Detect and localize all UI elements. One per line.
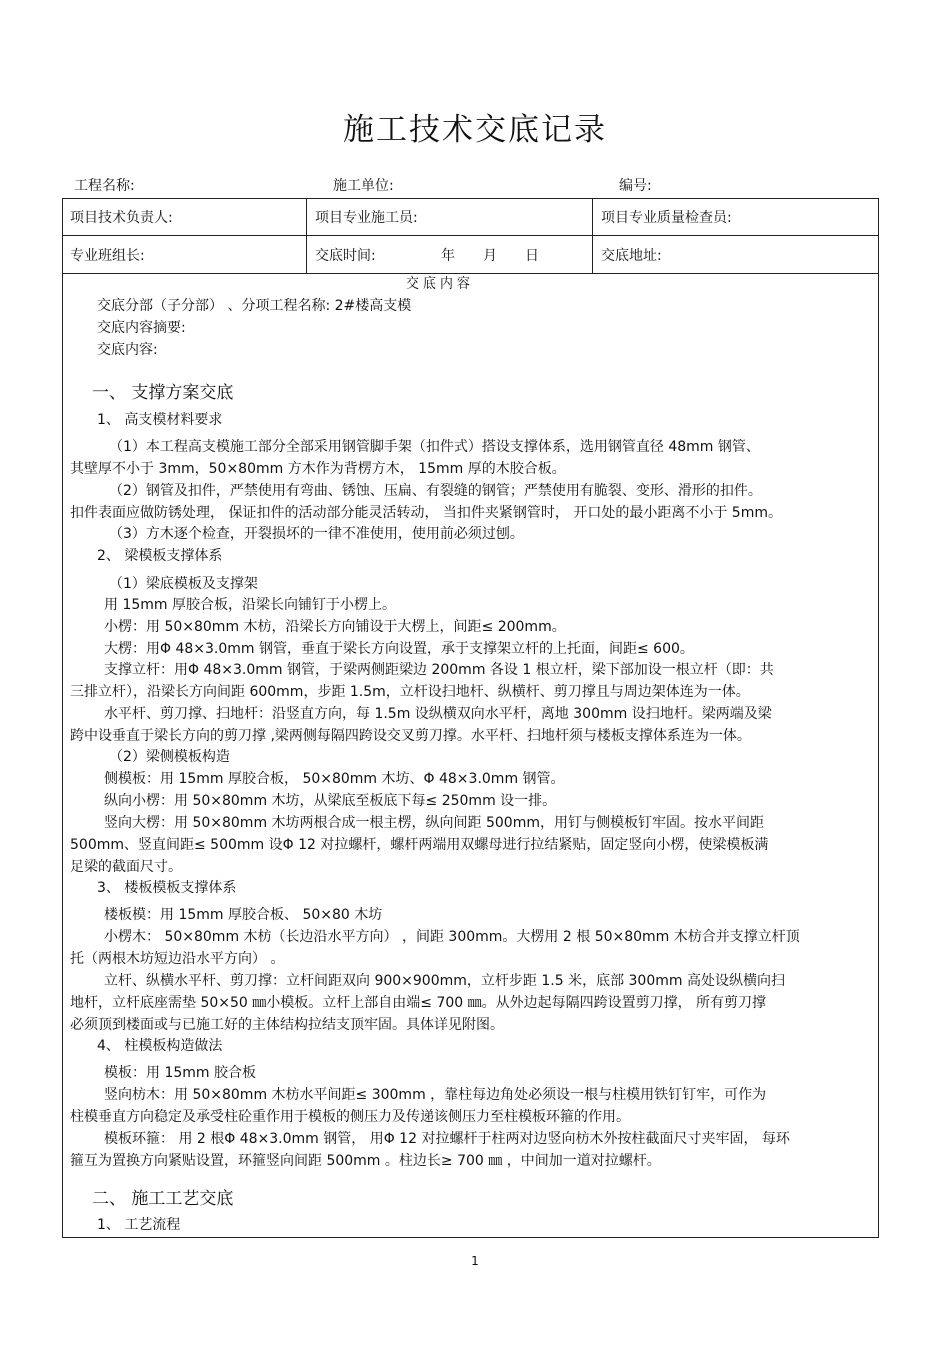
time-month: 月 xyxy=(483,248,497,264)
subsection-heading: 1、 工艺流程 xyxy=(97,1217,181,1233)
section-heading: 二、 施工工艺交底 xyxy=(92,1189,234,1209)
content-header: 交 底 内 容 xyxy=(405,276,470,292)
text-line: 模板环箍： 用 2 根Φ 48×3.0mm 钢管， 用Φ 12 对拉螺杆于柱两对边竖向枋木外按柱截面尺寸夹牢固， 每环 xyxy=(104,1131,790,1147)
subsection-heading: 4、 柱模板构造做法 xyxy=(97,1038,223,1054)
text-line: 纵向小楞：用 50×80mm 木坊，从梁底至板底下每≤ 250mm 设一排。 xyxy=(104,793,557,809)
table-divider xyxy=(63,273,878,274)
quality-inspector-label: 项目专业质量检查员: xyxy=(601,210,732,226)
text-line: 小楞木： 50×80mm 木枋（长边沿水平方向） ，间距 300mm。大楞用 2 根 50×80mm 木枋合并支撑立杆顶 xyxy=(104,929,800,945)
location-label: 交底地址: xyxy=(601,248,662,264)
table-divider xyxy=(306,199,307,273)
text-line: （2）梁侧模板构造 xyxy=(109,749,230,765)
summary-line: 交底内容摘要: xyxy=(97,320,186,336)
text-line: 地杆，立杆底座需垫 50×50 ㎜小模板。立杆上部自由端≤ 700 ㎜。从外边起每隔四跨设置剪刀撑， 所有剪刀撑 xyxy=(70,995,767,1011)
text-line: 用 15mm 厚胶合板，沿梁长向铺钉于小楞上。 xyxy=(104,597,396,613)
sub-part-line: 交底分部（子分部） 、分项工程名称: 2#楼高支模 xyxy=(97,298,412,314)
text-line: （1）本工程高支模施工部分全部采用钢管脚手架（扣件式）搭设支撑体系，选用钢管直径 48mm 钢管、 xyxy=(109,439,760,455)
text-line: 箍互为置换方向紧贴设置，环箍竖向间距 500mm 。柱边长≥ 700 ㎜ ，中间加一道对拉螺杆。 xyxy=(70,1153,661,1169)
text-line: 扣件表面应做防锈处理， 保证扣件的活动部分能灵活转动， 当扣件夹紧钢管时， 开口处的最小距离不小于 5mm。 xyxy=(70,505,782,521)
text-line: 大楞：用Φ 48×3.0mm 钢管，垂直于梁长方向设置，承于支撑架立杆的上托面，间距≤ 600。 xyxy=(104,641,694,657)
text-line: 竖向大楞：用 50×80mm 木坊两根合成一根主楞，纵向间距 500mm，用钉与侧模板钉牢固。按水平间距 xyxy=(104,815,764,831)
text-line: 三排立杆），沿梁长方向间距 600mm，步距 1.5m，立杆设扫地杆、纵横杆、剪刀撑且与周边架体连为一体。 xyxy=(70,684,750,700)
subsection-heading: 3、 楼板模板支撑体系 xyxy=(97,880,237,896)
tech-lead-label: 项目技术负责人: xyxy=(70,210,173,226)
text-line: 500mm、竖直间距≤ 500mm 设Φ 12 对拉螺杆，螺杆两端用双螺母进行拉结紧贴，固定竖向小楞，使梁模板满 xyxy=(70,837,769,853)
team-leader-label: 专业班组长: xyxy=(70,248,145,264)
text-line: 柱模垂直方向稳定及承受柱砼重作用于模板的侧压力及传递该侧压力至柱模板环箍的作用。 xyxy=(70,1109,630,1125)
table-divider xyxy=(63,235,878,236)
text-line: 竖向枋木：用 50×80mm 木枋水平间距≤ 300mm ，靠柱每边角处必须设一根与柱模用铁钉钉牢，可作为 xyxy=(104,1087,767,1103)
text-line: 足梁的截面尺寸。 xyxy=(70,859,182,875)
text-line: 必须顶到楼面或与已施工好的主体结构拉结支顶牢固。具体详见附图。 xyxy=(70,1017,504,1033)
table-divider xyxy=(592,199,593,273)
subsection-heading: 2、 梁模板支撑体系 xyxy=(97,548,223,564)
text-line: （2）钢管及扣件，严禁使用有弯曲、锈蚀、压扁、有裂缝的钢管；严禁使用有脆裂、变形、滑形的扣件。 xyxy=(109,483,762,499)
time-year: 年 xyxy=(441,248,455,264)
site-worker-label: 项目专业施工员: xyxy=(315,210,418,226)
text-line: 侧模板：用 15mm 厚胶合板， 50×80mm 木坊、Φ 48×3.0mm 钢管。 xyxy=(104,771,565,787)
text-line: （1）梁底模板及支撑架 xyxy=(109,576,258,592)
project-name-label: 工程名称: xyxy=(74,178,135,194)
text-line: 支撑立杆：用Φ 48×3.0mm 钢管，于梁两侧距梁边 200mm 各设 1 根立杆，梁下部加设一根立杆（即：共 xyxy=(104,662,774,678)
text-line: 楼板模：用 15mm 厚胶合板、 50×80 木坊 xyxy=(104,907,383,923)
text-line: （3）方木逐个检查，开裂损坏的一律不准使用，使用前必须过刨。 xyxy=(109,526,524,542)
subsection-heading: 1、 高支模材料要求 xyxy=(97,412,223,428)
content-line: 交底内容: xyxy=(97,342,158,358)
number-label: 编号: xyxy=(619,178,652,194)
time-day: 日 xyxy=(525,248,539,264)
text-line: 其壁厚不小于 3mm，50×80mm 方木作为背楞方木， 15mm 厚的木胶合板。 xyxy=(70,461,566,477)
text-line: 模板：用 15mm 胶合板 xyxy=(104,1065,256,1081)
section-heading: 一、 支撑方案交底 xyxy=(92,383,234,403)
document-title: 施工技术交底记录 xyxy=(343,112,607,148)
text-line: 托（两根木坊短边沿水平方向） 。 xyxy=(70,951,285,967)
page-number: 1 xyxy=(471,1254,479,1268)
text-line: 立杆、纵横水平杆、剪刀撑：立杆间距双向 900×900mm，立杆步距 1.5 米，底部 300mm 高处设纵横向扫 xyxy=(104,973,785,989)
text-line: 跨中设垂直于梁长方向的剪刀撑 ,梁两侧每隔四跨设交叉剪刀撑。水平杆、扫地杆须与楼板支撑体系连为一体。 xyxy=(70,728,751,744)
text-line: 小楞：用 50×80mm 木枋，沿梁长方向铺设于大楞上，间距≤ 200mm。 xyxy=(104,619,566,635)
time-label: 交底时间: xyxy=(315,248,376,264)
construction-unit-label: 施工单位: xyxy=(333,178,394,194)
text-line: 水平杆、剪刀撑、扫地杆：沿竖直方向，每 1.5m 设纵横双向水平杆，离地 300mm 设扫地杆。梁两端及梁 xyxy=(104,706,772,722)
